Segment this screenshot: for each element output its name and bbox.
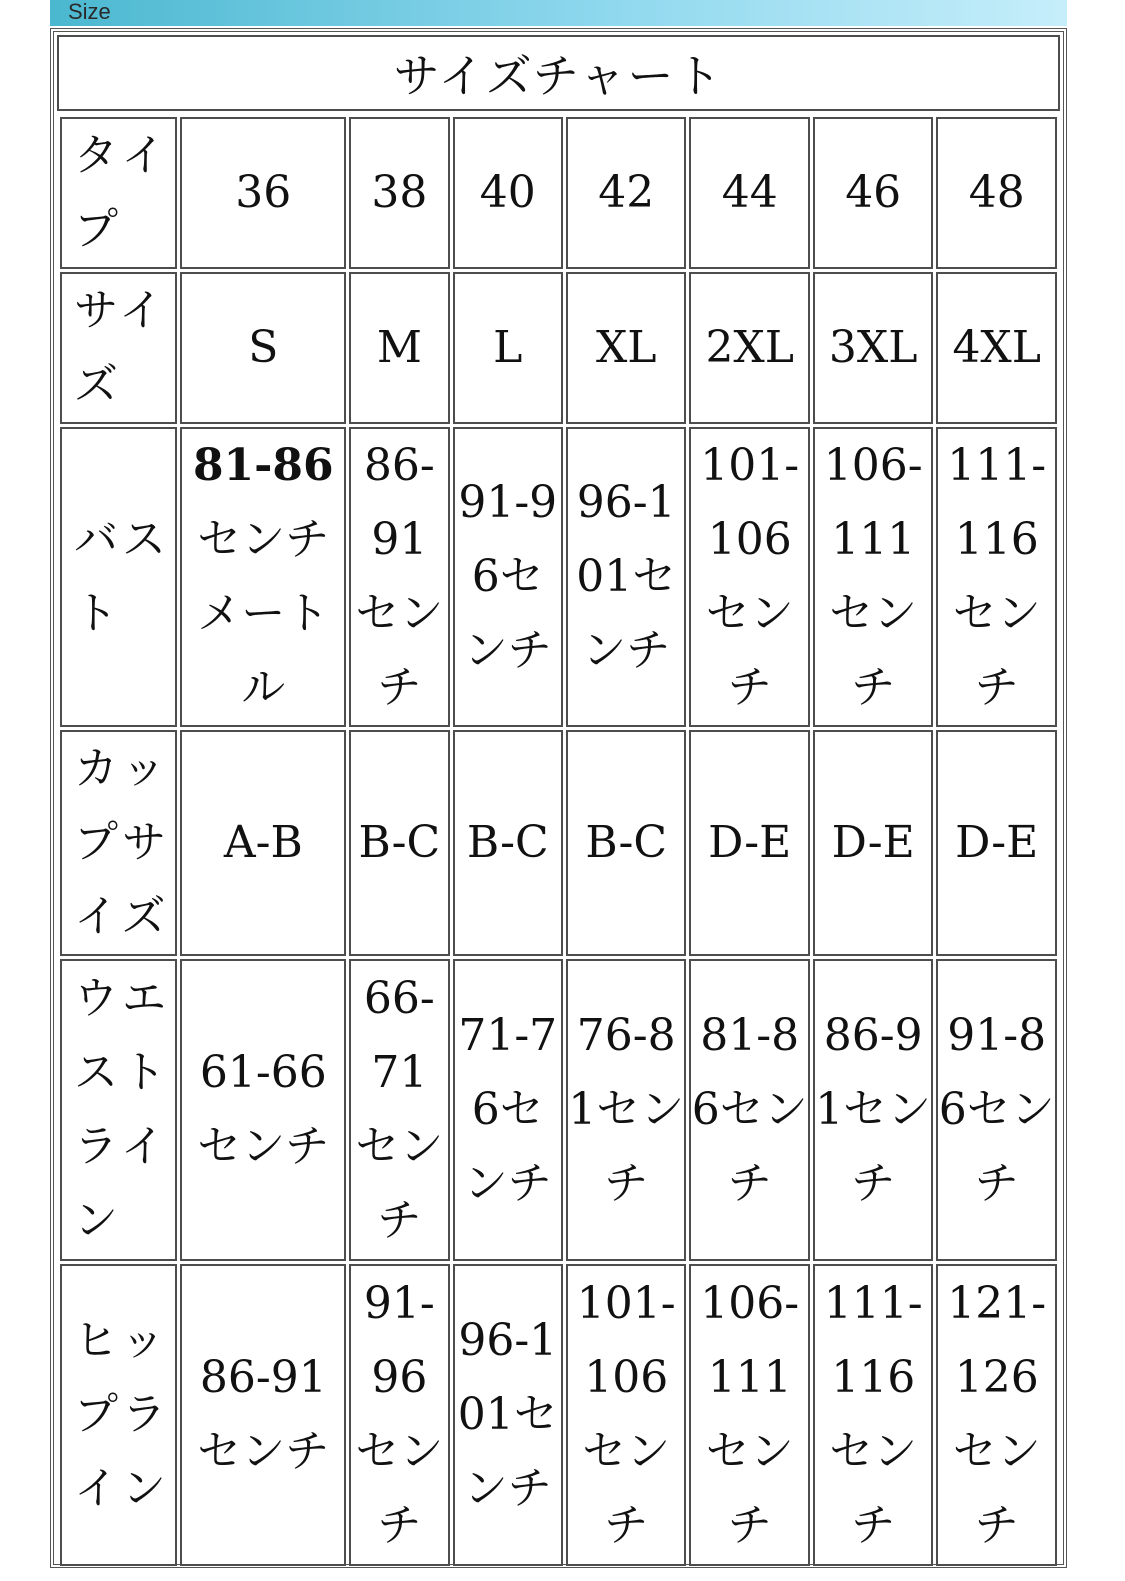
size-chart (50, 28, 1067, 1568)
table-cell: 101-106センチ (689, 427, 809, 727)
table-cell: XL (566, 272, 686, 424)
row-label-hip: ヒップライン (60, 1264, 177, 1566)
table-cell: 61-66センチ (180, 959, 346, 1261)
table-cell: 86-91センチ (813, 959, 933, 1261)
table-cell: 96-101センチ (453, 1264, 563, 1566)
row-label-size: サイズ (60, 272, 177, 424)
header-label: Size (68, 0, 111, 24)
row-label-type: タイプ (60, 117, 177, 269)
header-bar (50, 0, 1067, 26)
table-cell: 91-86センチ (936, 959, 1057, 1261)
table-cell: 106-111センチ (813, 427, 933, 727)
table-cell: B-C (349, 730, 449, 956)
table-cell: 76-81センチ (566, 959, 686, 1261)
table-cell: 38 (349, 117, 449, 269)
table-cell: 81-86センチメートル (180, 427, 346, 727)
table-cell: 40 (453, 117, 563, 269)
bust-range-bold: 81-86 (192, 440, 334, 491)
table-cell: 91-96センチ (349, 1264, 449, 1566)
size-table (57, 114, 1060, 1569)
table-cell: 121-126センチ (936, 1264, 1057, 1566)
table-row-hip (60, 1264, 1057, 1566)
table-row-bust (60, 427, 1057, 727)
table-cell: 91-96センチ (453, 427, 563, 727)
table-cell: 86-91センチ (349, 427, 449, 727)
table-cell: 2XL (689, 272, 809, 424)
row-label-cup: カップサイズ (60, 730, 177, 956)
table-cell: 111-116センチ (813, 1264, 933, 1566)
table-cell: D-E (813, 730, 933, 956)
table-cell: 81-86センチ (689, 959, 809, 1261)
table-cell: 101-106センチ (566, 1264, 686, 1566)
table-cell: 66-71センチ (349, 959, 449, 1261)
size-chart-title: サイズチャート (57, 35, 1060, 111)
table-cell: 86-91センチ (180, 1264, 346, 1566)
table-cell: D-E (936, 730, 1057, 956)
table-cell: 96-101センチ (566, 427, 686, 727)
table-cell: 46 (813, 117, 933, 269)
table-cell: 44 (689, 117, 809, 269)
row-label-waist: ウエストライン (60, 959, 177, 1261)
table-cell: A-B (180, 730, 346, 956)
table-cell: L (453, 272, 563, 424)
table-cell: D-E (689, 730, 809, 956)
table-cell: 4XL (936, 272, 1057, 424)
table-cell: S (180, 272, 346, 424)
table-cell: 36 (180, 117, 346, 269)
table-row-size (60, 272, 1057, 424)
table-cell: 106-111センチ (689, 1264, 809, 1566)
row-label-bust: バスト (60, 427, 177, 727)
table-cell: 48 (936, 117, 1057, 269)
table-row-cup (60, 730, 1057, 956)
table-row-waist (60, 959, 1057, 1261)
table-cell: 3XL (813, 272, 933, 424)
table-cell: M (349, 272, 449, 424)
table-cell: 111-116センチ (936, 427, 1057, 727)
table-row-type (60, 117, 1057, 269)
table-cell: B-C (566, 730, 686, 956)
table-cell: 71-76センチ (453, 959, 563, 1261)
table-cell: B-C (453, 730, 563, 956)
table-cell: 42 (566, 117, 686, 269)
